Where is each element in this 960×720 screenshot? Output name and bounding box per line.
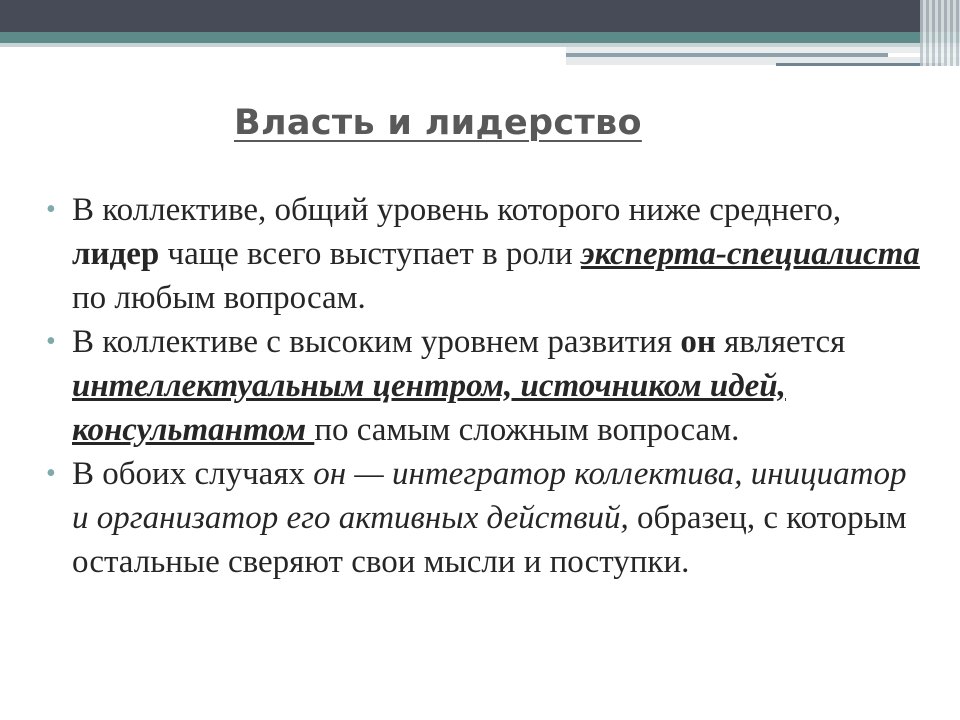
bullet-key-term: интеллектуальным центром, источником идей, консультантом xyxy=(72,368,786,448)
bullet-text: является xyxy=(715,324,846,360)
bullet-list xyxy=(46,188,926,584)
bullet-item xyxy=(46,320,926,452)
bullet-icon: • xyxy=(46,458,56,489)
bullet-text: по любым вопросам. xyxy=(72,280,366,316)
header-band-dark xyxy=(0,0,960,32)
bullet-key-term: эксперта-специалиста xyxy=(580,236,920,272)
bullet-item xyxy=(46,452,926,584)
bullet-icon: • xyxy=(46,326,56,357)
bullet-text: по самым сложным вопросам. xyxy=(314,412,740,448)
bullet-text: чаще всего выступает в роли xyxy=(159,236,581,272)
bullet-emphasis: лидер xyxy=(72,236,160,272)
bullet-text: В коллективе, общий уровень которого ниже среднего, xyxy=(72,192,842,228)
bullet-text: В обоих случаях xyxy=(72,456,314,492)
corner-stripes xyxy=(920,0,960,66)
bullet-icon: • xyxy=(46,194,56,225)
bullet-text: образец, с которым остальные сверяют свои мысли и поступки. xyxy=(72,500,907,580)
bullet-italic-text: он — интегратор коллектива, инициатор и организатор его активных действий, xyxy=(72,456,907,536)
header-accent-line xyxy=(776,63,944,66)
bullet-emphasis: он xyxy=(680,324,716,360)
bullet-text: В коллективе с высоким уровнем развития xyxy=(72,324,681,360)
header-band-teal xyxy=(0,32,960,43)
slide-title: Власть и лидерство xyxy=(234,103,642,143)
bullet-item xyxy=(46,188,926,320)
